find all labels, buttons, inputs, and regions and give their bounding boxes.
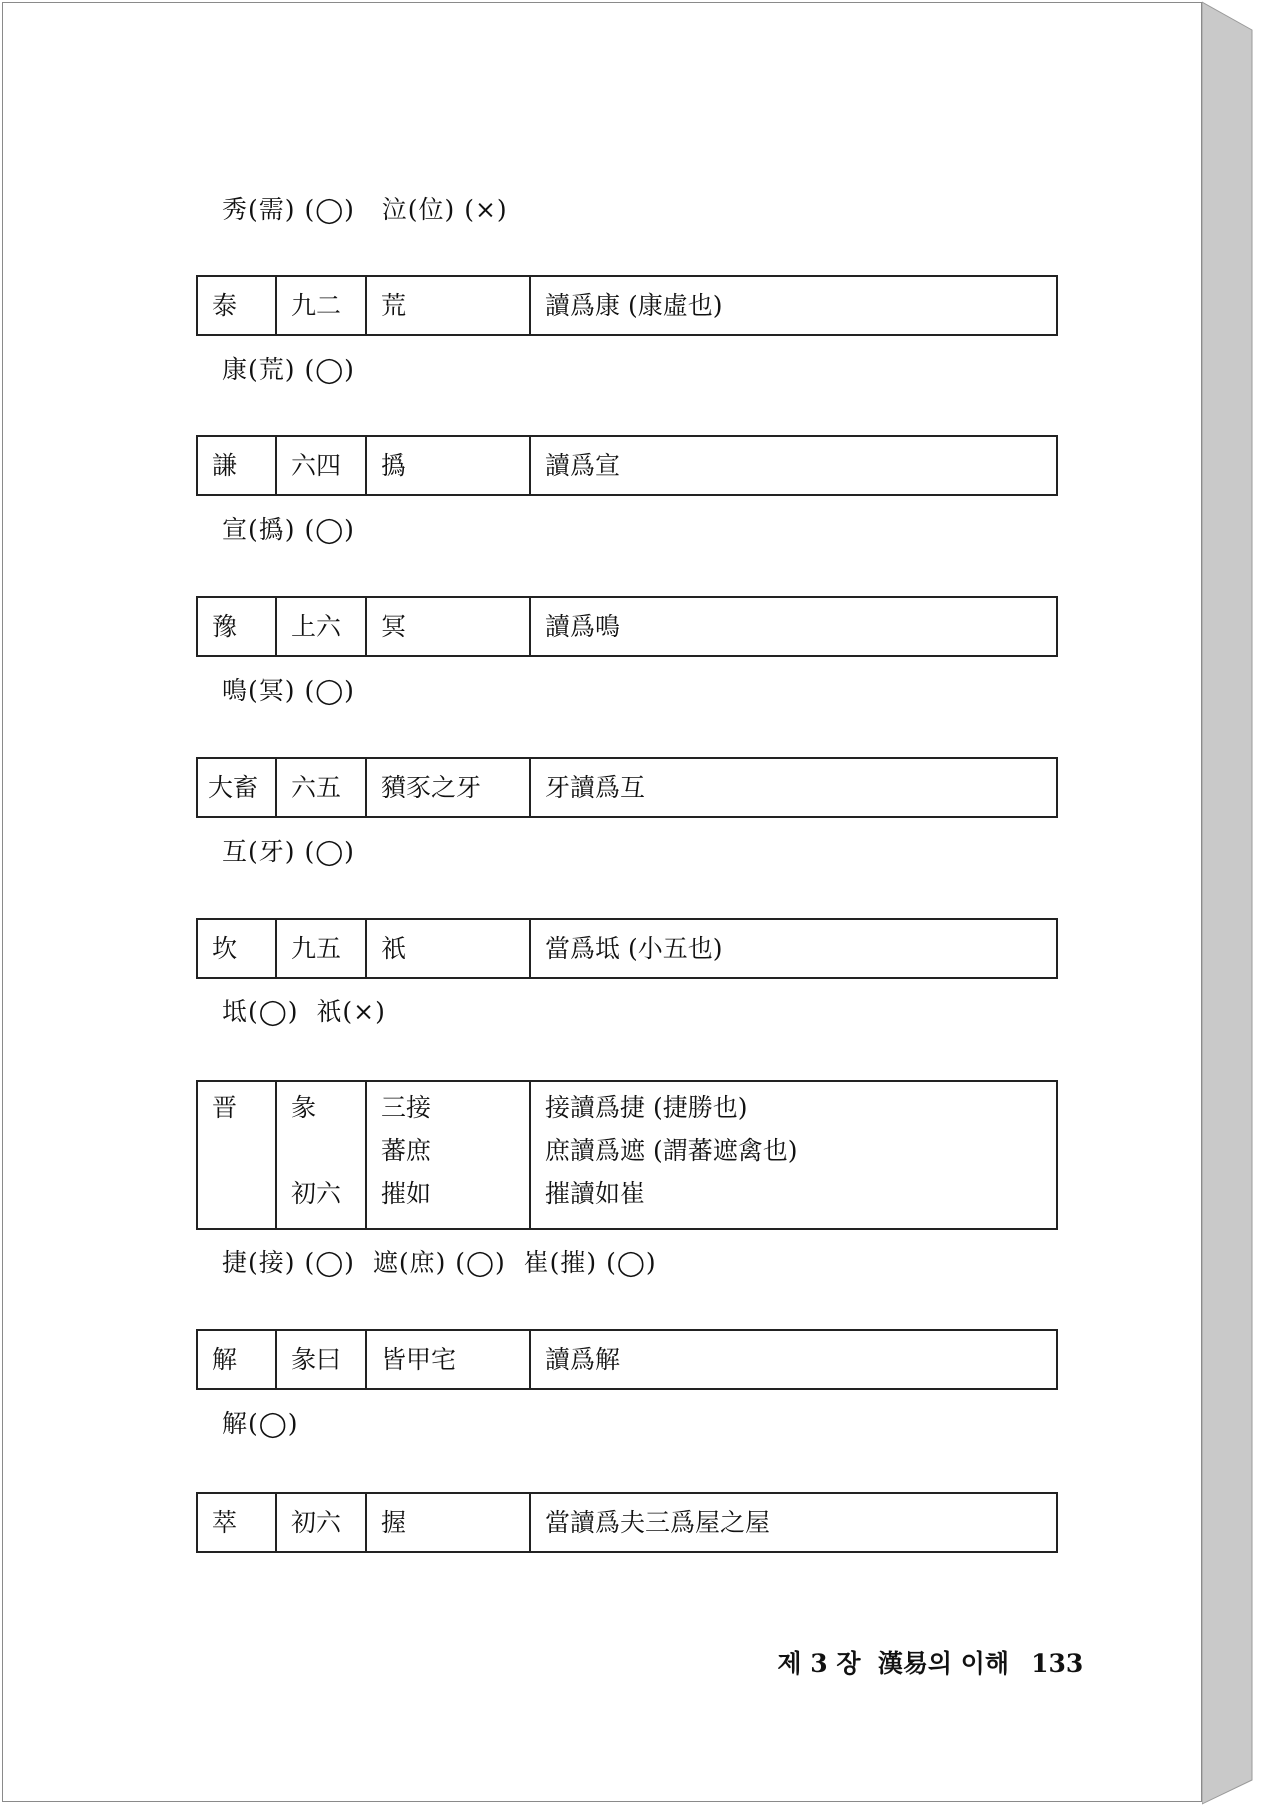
hexagram-cell: 豫: [198, 598, 277, 655]
text-cell: 皆甲宅: [367, 1331, 531, 1388]
text-cell: [367, 1082, 531, 1228]
page-footer: [760, 1615, 1083, 1680]
line-cell: [277, 1082, 367, 1228]
line-label: [291, 1129, 365, 1172]
reading-label: 庶讀爲遮 (謂蕃遮禽也): [545, 1136, 798, 1165]
hexagram-cell: 泰: [198, 277, 277, 334]
reading-cell: 牙讀爲互: [545, 773, 646, 802]
reading-note: 解(◯): [222, 1409, 299, 1438]
entry-qian: [196, 435, 1058, 496]
text-label: 蕃庶: [381, 1136, 432, 1165]
reading-note: 捷(接) (◯) 遮(庶) (◯) 崔(摧) (◯): [222, 1248, 657, 1277]
hexagram-cell: 坎: [198, 920, 277, 977]
line-label: 彖: [291, 1093, 317, 1122]
reading-note: 宣(撝) (◯): [222, 515, 355, 544]
entry-xie: [196, 1329, 1058, 1390]
text-cell: 祇: [367, 920, 531, 977]
text-label: 摧如: [381, 1179, 432, 1208]
entry-cui: [196, 1492, 1058, 1553]
text-cell: 撝: [367, 437, 531, 494]
entry-yu: [196, 596, 1058, 657]
text-cell: 握: [367, 1494, 531, 1551]
reading-note: 鳴(冥) (◯): [222, 676, 355, 705]
entry-kan: [196, 918, 1058, 979]
entry-jin: [196, 1080, 1058, 1230]
text-cell: 豶豕之牙: [367, 759, 531, 816]
reading-cell: 當讀爲夫三爲屋之屋: [545, 1508, 771, 1537]
hexagram-cell: [198, 1082, 277, 1228]
reading-note: 秀(需) (◯) 泣(位) (×): [222, 195, 508, 224]
chapter-title: 제 3 장 漢易의 이해: [777, 1649, 1010, 1678]
reading-cell: [531, 1082, 1056, 1228]
reading-cell: 讀爲宣: [545, 451, 621, 480]
line-label: 初六: [291, 1179, 342, 1208]
hexagram-cell: 謙: [198, 437, 277, 494]
line-cell: 六五: [277, 759, 367, 816]
line-cell: 彖曰: [277, 1331, 367, 1388]
reading-label: 接讀爲捷 (捷勝也): [545, 1093, 748, 1122]
reading-cell: 讀爲解: [545, 1345, 621, 1374]
text-cell: 荒: [367, 277, 531, 334]
line-cell: 上六: [277, 598, 367, 655]
page-number: 133: [1031, 1649, 1084, 1678]
reading-cell: 讀爲鳴: [545, 612, 621, 641]
line-cell: 九五: [277, 920, 367, 977]
reading-note: 坻(◯) 祇(×): [222, 997, 386, 1026]
reading-note: 康(荒) (◯): [222, 355, 355, 384]
reading-cell: 讀爲康 (康虛也): [545, 291, 723, 320]
page-edge-shadow: [1202, 0, 1283, 1806]
line-cell: 六四: [277, 437, 367, 494]
entry-daxu: [196, 757, 1058, 818]
hexagram-cell: 解: [198, 1331, 277, 1388]
line-cell: 九二: [277, 277, 367, 334]
hexagram-label: 晋: [212, 1093, 238, 1122]
reading-label: 摧讀如崔: [545, 1179, 646, 1208]
entry-tai: [196, 275, 1058, 336]
reading-cell: 當爲坻 (小五也): [545, 934, 723, 963]
hexagram-cell: 大畜: [198, 759, 277, 816]
line-cell: 初六: [277, 1494, 367, 1551]
text-label: 三接: [381, 1093, 432, 1122]
reading-note: 互(牙) (◯): [222, 837, 355, 866]
hexagram-cell: 萃: [198, 1494, 277, 1551]
text-cell: 冥: [367, 598, 531, 655]
